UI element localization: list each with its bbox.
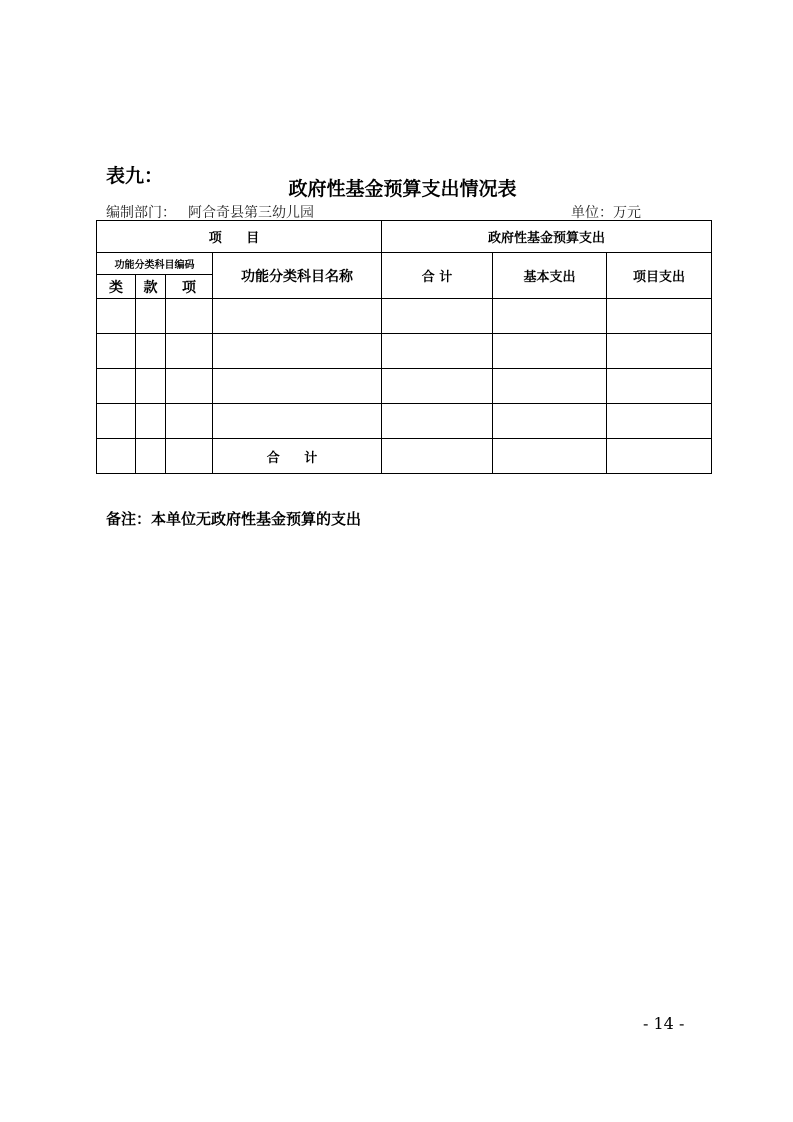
cell-basic [493,299,607,334]
header-cat: 类 [97,275,136,299]
cell-item [166,299,213,334]
table-row [97,369,712,404]
cell-basic [493,334,607,369]
cell-total [382,369,493,404]
total-row-basic [493,439,607,474]
department-line [106,202,314,222]
header-basic: 基本支出 [493,253,607,299]
cell-cat [97,404,136,439]
total-row-total [382,439,493,474]
total-row-label: 合 计 [213,439,382,474]
header-item: 项 [166,275,213,299]
cell-name [213,299,382,334]
cell-item [166,439,213,474]
cell-section [136,439,166,474]
total-row-project [607,439,712,474]
remarks-note: 备注：本单位无政府性基金预算的支出 [106,510,362,528]
cell-item [166,369,213,404]
department-name: 阿合奇县第三幼儿园 [188,205,314,221]
cell-total [382,404,493,439]
cell-basic [493,369,607,404]
cell-cat [97,334,136,369]
cell-cat [97,369,136,404]
cell-item [166,404,213,439]
table-row [97,299,712,334]
document-title: 政府性基金预算支出情况表 [288,178,517,200]
cell-section [136,404,166,439]
cell-name [213,334,382,369]
header-section: 款 [136,275,166,299]
cell-section [136,299,166,334]
cell-item [166,334,213,369]
cell-cat [97,299,136,334]
department-label: 编制部门： [106,205,176,221]
cell-project [607,334,712,369]
cell-total [382,299,493,334]
cell-basic [493,404,607,439]
cell-name [213,369,382,404]
total-row [97,439,712,474]
page-number: - 14 - [643,1014,685,1033]
cell-project [607,369,712,404]
header-subject-name: 功能分类科目名称 [213,253,382,299]
unit-label: 单位：万元 [571,205,641,221]
header-code-group: 功能分类科目编码 [97,253,213,275]
cell-total [382,334,493,369]
cell-project [607,299,712,334]
header-fund-expenditure: 政府性基金预算支出 [382,221,712,253]
fund-expenditure-table [96,220,712,474]
table-row [97,404,712,439]
table-number-label: 表九： [106,165,164,187]
cell-cat [97,439,136,474]
table-row [97,334,712,369]
header-total: 合 计 [382,253,493,299]
cell-section [136,369,166,404]
cell-project [607,404,712,439]
cell-name [213,404,382,439]
header-items: 项 目 [97,221,382,253]
header-project: 项目支出 [607,253,712,299]
cell-section [136,334,166,369]
